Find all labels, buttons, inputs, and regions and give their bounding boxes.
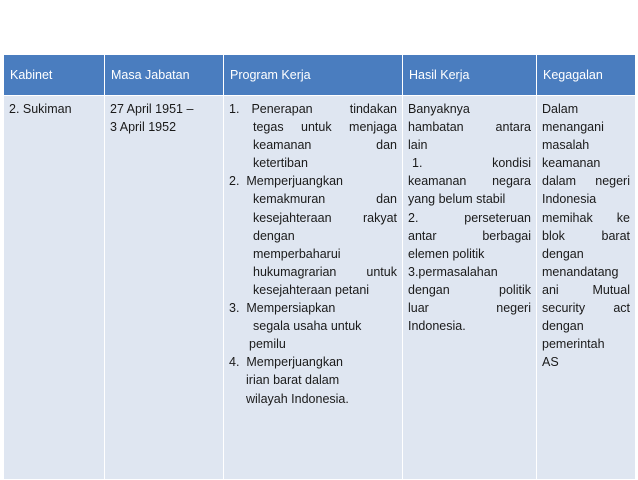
program-line: 2. Memperjuangkan [229,174,343,189]
kegagalan-line: ani Mutual [542,282,630,297]
kegagalan-line: Dalam [542,102,579,116]
program-line: 1. Penerapan tindakan [229,102,397,116]
cell-kegagalan [537,96,636,480]
kegagalan-line: memihak ke [542,210,630,225]
header-kegagalan: Kegagalan [537,55,636,96]
kegagalan-line: AS [542,355,559,370]
hasil-line: lain [408,138,428,153]
hasil-line: elemen politik [408,246,485,261]
program-line: ketertiban [253,156,308,171]
program-line: hukumagrarian untuk [253,264,397,279]
program-line: kesejahteraan petani [253,282,370,297]
program-line: pemilu [249,337,286,352]
kegagalan-line: menangani [542,120,604,135]
program-line: kesejahteraan rakyat [253,210,397,225]
hasil-line: keamanan negara [408,174,531,189]
header-masa-jabatan: Masa Jabatan [105,55,224,96]
kegagalan-line: pemerintah [542,337,605,352]
kegagalan-line: dalam negeri [542,174,630,189]
header-row [4,55,636,96]
program-line: dengan [253,228,295,243]
header-hasil-kerja: Hasil Kerja [403,55,537,96]
hasil-line: luar negeri [408,301,531,316]
kegagalan-line: dengan [542,319,584,334]
hasil-line: hambatan antara [408,120,531,135]
kabinet-value: 2. Sukiman [9,102,72,116]
program-line: 3. Mempersiapkan [229,301,336,316]
program-line: tegas untuk menjaga [253,120,397,135]
hasil-line: 1. kondisi [412,156,531,171]
kegagalan-line: dengan [542,246,584,261]
kegagalan-line: keamanan [542,156,601,171]
hasil-line: 3.permasalahan [408,264,498,279]
hasil-line: Banyaknya [408,102,470,116]
kabinet-table [3,54,636,480]
header-program-kerja: Program Kerja [224,55,403,96]
cell-kabinet [4,96,105,480]
program-line: 4. Memperjuangkan [229,355,343,370]
program-line: memperbaharui [253,246,341,261]
masa-jabatan-line: 27 April 1951 – [110,102,194,116]
program-line: segala usaha untuk [253,319,362,334]
hasil-line: dengan politik [408,282,531,297]
kegagalan-line: Indonesia [542,192,597,207]
cell-program-kerja [224,96,403,480]
program-line: keamanan dan [253,138,397,153]
hasil-line: 2. perseteruan [408,210,531,225]
program-line: kemakmuran dan [253,192,397,207]
hasil-line: Indonesia. [408,319,466,334]
kegagalan-line: security act [542,301,630,316]
kegagalan-line: menandatang [542,264,619,279]
header-kabinet: Kabinet [4,55,105,96]
program-line: irian barat dalam [246,373,340,388]
kegagalan-line: blok barat [542,228,630,243]
hasil-line: yang belum stabil [408,192,506,207]
masa-jabatan-line: 3 April 1952 [110,120,177,135]
table-row [4,96,636,480]
cell-masa-jabatan [105,96,224,480]
kegagalan-line: masalah [542,138,590,153]
hasil-line: antar berbagai [408,228,531,243]
program-line: wilayah Indonesia. [246,391,349,406]
cell-hasil-kerja [403,96,537,480]
